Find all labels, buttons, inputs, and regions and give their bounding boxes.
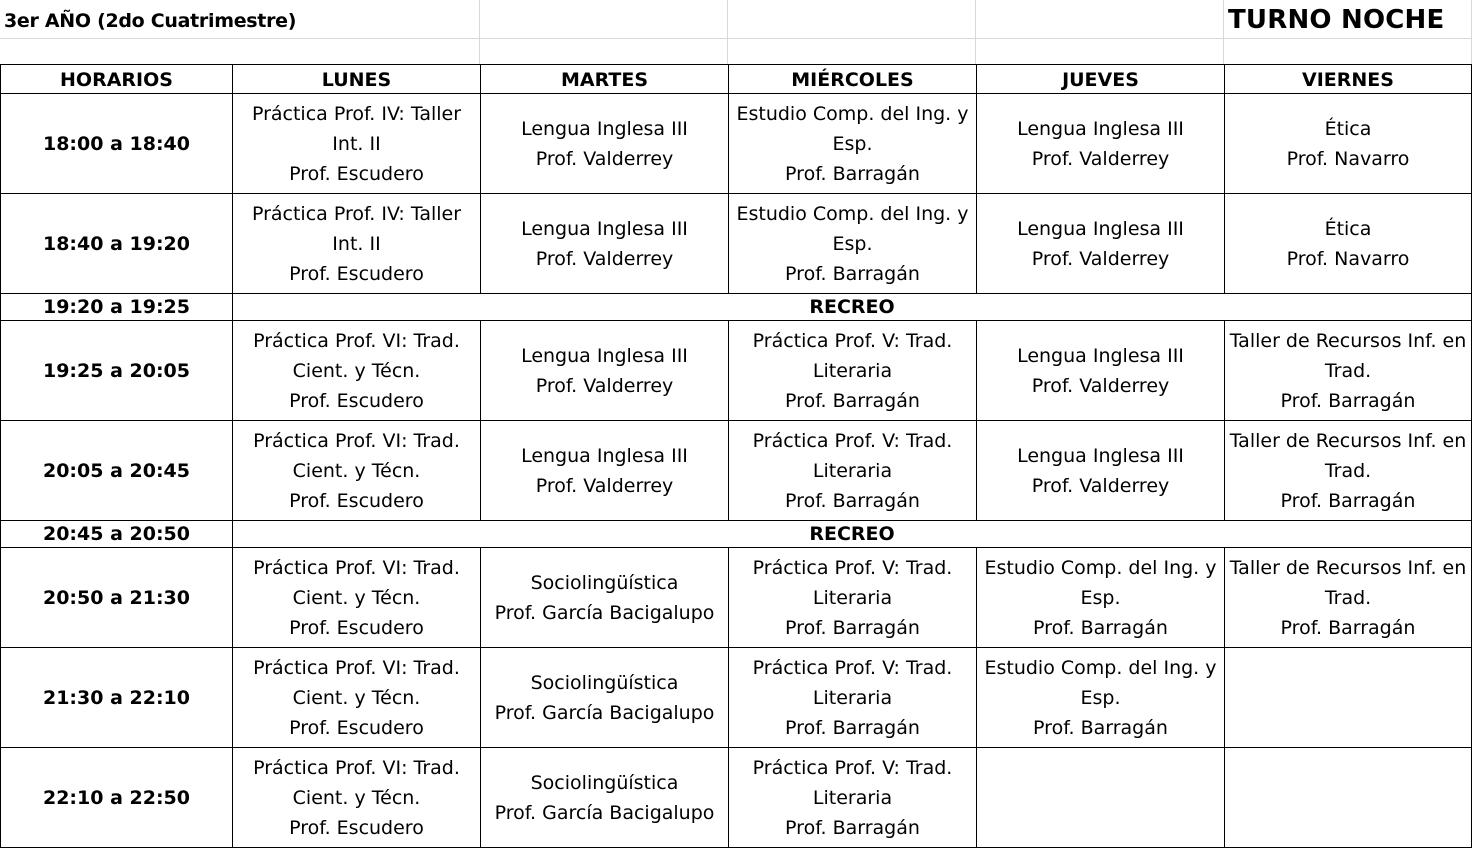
column-header-martes[interactable]: MARTES	[481, 65, 729, 94]
class-cell-line: Prof. Barragán	[785, 389, 920, 412]
class-cell-viernes[interactable]	[1225, 548, 1472, 648]
class-cell-line: Prof. Barragán	[785, 616, 920, 639]
class-cell-line: Literaria	[812, 459, 893, 482]
class-cell-miércoles[interactable]	[729, 421, 977, 521]
class-cell-line: Sociolingüística	[530, 571, 679, 594]
break-row	[1, 294, 1472, 321]
class-cell-line: Literaria	[812, 359, 893, 382]
class-cell-line: Prof. Valderrey	[535, 474, 674, 497]
class-cell-line: Estudio Comp. del Ing. y	[736, 202, 969, 225]
time-slot-row	[1, 94, 1472, 194]
class-cell-line: Cient. y Técn.	[292, 586, 421, 609]
class-cell-line: Prof. García Bacigalupo	[494, 601, 715, 624]
class-cell-line: Práctica Prof. VI: Trad.	[253, 329, 460, 352]
class-cell-line: Lengua Inglesa III	[1017, 117, 1184, 140]
class-cell-line: Práctica Prof. IV: Taller	[251, 102, 462, 125]
class-cell-jueves[interactable]	[977, 421, 1225, 521]
class-cell-martes[interactable]	[481, 94, 729, 194]
break-row	[1, 521, 1472, 548]
class-cell-line: Esp.	[832, 132, 873, 155]
shift-title[interactable]: TURNO NOCHE	[1228, 5, 1445, 35]
class-cell-jueves[interactable]	[977, 548, 1225, 648]
class-cell-line: Prof. Valderrey	[1031, 247, 1170, 270]
time-slot-row	[1, 321, 1472, 421]
time-cell[interactable]: 19:20 a 19:25	[1, 294, 233, 321]
class-cell-line: Lengua Inglesa III	[1017, 217, 1184, 240]
sheet-title[interactable]: 3er AÑO (2do Cuatrimestre)	[4, 10, 297, 32]
class-cell-line: Práctica Prof. VI: Trad.	[253, 756, 460, 779]
class-cell-line: Prof. Barragán	[1280, 389, 1416, 412]
class-cell-line: Prof. Escudero	[289, 262, 424, 285]
class-cell-viernes[interactable]	[1225, 648, 1472, 748]
class-cell-jueves[interactable]	[977, 194, 1225, 294]
class-cell-line: Lengua Inglesa III	[521, 217, 688, 240]
class-cell-line: Práctica Prof. V: Trad.	[752, 656, 953, 679]
class-cell-line: Prof. Valderrey	[1031, 474, 1170, 497]
time-cell[interactable]: 22:10 a 22:50	[1, 748, 233, 848]
class-cell-line: Prof. Navarro	[1286, 147, 1410, 170]
class-cell-miércoles[interactable]	[729, 94, 977, 194]
class-cell-line: Taller de Recursos Inf. en	[1229, 556, 1467, 579]
class-cell-line: Práctica Prof. V: Trad.	[752, 329, 953, 352]
column-header-horarios[interactable]: HORARIOS	[1, 65, 233, 94]
class-cell-line: Prof. Barragán	[785, 489, 920, 512]
class-cell-line: Cient. y Técn.	[292, 359, 421, 382]
class-cell-line: Lengua Inglesa III	[521, 344, 688, 367]
class-cell-line: Prof. Barragán	[1033, 616, 1168, 639]
class-cell-line: Cient. y Técn.	[292, 459, 421, 482]
time-cell[interactable]: 20:45 a 20:50	[1, 521, 233, 548]
class-cell-line: Literaria	[812, 686, 893, 709]
class-cell-line: Cient. y Técn.	[292, 686, 421, 709]
class-cell-miércoles[interactable]	[729, 748, 977, 848]
schedule-table	[0, 64, 1472, 848]
class-cell-line: Prof. Escudero	[289, 816, 424, 839]
class-cell-line: Prof. Valderrey	[535, 147, 674, 170]
class-cell-line: Prof. García Bacigalupo	[494, 801, 715, 824]
class-cell-line: Prof. Barragán	[785, 816, 920, 839]
class-cell-line: Taller de Recursos Inf. en	[1229, 429, 1467, 452]
time-cell[interactable]: 20:05 a 20:45	[1, 421, 233, 521]
class-cell-lunes[interactable]	[233, 321, 481, 421]
class-cell-line: Esp.	[1080, 686, 1121, 709]
class-cell-line: Lengua Inglesa III	[521, 117, 688, 140]
class-cell-line: Prof. Navarro	[1286, 247, 1410, 270]
class-cell-lunes[interactable]	[233, 648, 481, 748]
class-cell-martes[interactable]	[481, 648, 729, 748]
class-cell-line: Sociolingüística	[530, 771, 679, 794]
class-cell-line: Trad.	[1324, 359, 1372, 382]
time-cell[interactable]: 21:30 a 22:10	[1, 648, 233, 748]
class-cell-line: Prof. Barragán	[1280, 616, 1416, 639]
class-cell-lunes[interactable]	[233, 421, 481, 521]
class-cell-lunes[interactable]	[233, 94, 481, 194]
class-cell-viernes[interactable]	[1225, 748, 1472, 848]
class-cell-line: Prof. Escudero	[289, 489, 424, 512]
class-cell-jueves[interactable]	[977, 321, 1225, 421]
class-cell-viernes[interactable]	[1225, 421, 1472, 521]
column-header-jueves[interactable]: JUEVES	[977, 65, 1225, 94]
class-cell-line: Estudio Comp. del Ing. y	[984, 656, 1217, 679]
class-cell-viernes[interactable]	[1225, 321, 1472, 421]
class-cell-line: Esp.	[1080, 586, 1121, 609]
time-slot-row	[1, 421, 1472, 521]
class-cell-miércoles[interactable]	[729, 194, 977, 294]
class-cell-line: Literaria	[812, 786, 893, 809]
column-header-lunes[interactable]: LUNES	[233, 65, 481, 94]
class-cell-line: Prof. Barragán	[1280, 489, 1416, 512]
class-cell-line: Práctica Prof. VI: Trad.	[253, 656, 460, 679]
class-cell-line: Int. II	[332, 132, 381, 155]
class-cell-line: Prof. Barragán	[1033, 716, 1168, 739]
class-cell-line: Sociolingüística	[530, 671, 679, 694]
class-cell-line: Prof. Valderrey	[535, 247, 674, 270]
class-cell-line: Práctica Prof. IV: Taller	[251, 202, 462, 225]
class-cell-line: Prof. Valderrey	[1031, 374, 1170, 397]
class-cell-line: Int. II	[332, 232, 381, 255]
class-cell-line: Lengua Inglesa III	[521, 444, 688, 467]
class-cell-line: Ética	[1324, 217, 1372, 240]
class-cell-martes[interactable]	[481, 548, 729, 648]
class-cell-line: Práctica Prof. V: Trad.	[752, 756, 953, 779]
time-cell[interactable]: 20:50 a 21:30	[1, 548, 233, 648]
class-cell-lunes[interactable]	[233, 194, 481, 294]
class-cell-martes[interactable]	[481, 321, 729, 421]
class-cell-martes[interactable]	[481, 748, 729, 848]
class-cell-line: Trad.	[1324, 586, 1372, 609]
class-cell-jueves[interactable]	[977, 748, 1225, 848]
class-cell-line: Práctica Prof. V: Trad.	[752, 556, 953, 579]
class-cell-line: Prof. Escudero	[289, 389, 424, 412]
class-cell-line: Prof. Barragán	[785, 262, 920, 285]
class-cell-line: Literaria	[812, 586, 893, 609]
class-cell-miércoles[interactable]	[729, 648, 977, 748]
recreo-cell[interactable]: RECREO	[233, 294, 1472, 321]
class-cell-jueves[interactable]	[977, 648, 1225, 748]
class-cell-line: Prof. García Bacigalupo	[494, 701, 715, 724]
class-cell-line: Prof. Escudero	[289, 716, 424, 739]
class-cell-line: Estudio Comp. del Ing. y	[736, 102, 969, 125]
class-cell-line: Taller de Recursos Inf. en	[1229, 329, 1467, 352]
class-cell-line: Práctica Prof. VI: Trad.	[253, 429, 460, 452]
class-cell-miércoles[interactable]	[729, 548, 977, 648]
class-cell-line: Prof. Valderrey	[1031, 147, 1170, 170]
class-cell-viernes[interactable]	[1225, 94, 1472, 194]
class-cell-line: Prof. Escudero	[289, 162, 424, 185]
class-cell-line: Esp.	[832, 232, 873, 255]
time-slot-row	[1, 748, 1472, 848]
column-header-miércoles[interactable]: MIÉRCOLES	[729, 65, 977, 94]
class-cell-martes[interactable]	[481, 421, 729, 521]
class-cell-line: Prof. Barragán	[785, 716, 920, 739]
class-cell-line: Práctica Prof. VI: Trad.	[253, 556, 460, 579]
class-cell-lunes[interactable]	[233, 548, 481, 648]
time-slot-row	[1, 194, 1472, 294]
class-cell-line: Lengua Inglesa III	[1017, 344, 1184, 367]
time-slot-row	[1, 548, 1472, 648]
sheet-header-area	[0, 0, 1472, 64]
time-cell[interactable]: 18:40 a 19:20	[1, 194, 233, 294]
class-cell-lunes[interactable]	[233, 748, 481, 848]
class-cell-jueves[interactable]	[977, 94, 1225, 194]
time-cell[interactable]: 18:00 a 18:40	[1, 94, 233, 194]
time-slot-row	[1, 648, 1472, 748]
class-cell-miércoles[interactable]	[729, 321, 977, 421]
class-cell-line: Prof. Escudero	[289, 616, 424, 639]
class-cell-line: Estudio Comp. del Ing. y	[984, 556, 1217, 579]
class-cell-viernes[interactable]	[1225, 194, 1472, 294]
class-cell-line: Cient. y Técn.	[292, 786, 421, 809]
class-cell-line: Lengua Inglesa III	[1017, 444, 1184, 467]
class-cell-line: Prof. Valderrey	[535, 374, 674, 397]
time-cell[interactable]: 19:25 a 20:05	[1, 321, 233, 421]
class-cell-line: Prof. Barragán	[785, 162, 920, 185]
column-header-viernes[interactable]: VIERNES	[1225, 65, 1472, 94]
class-cell-line: Ética	[1324, 117, 1372, 140]
class-cell-martes[interactable]	[481, 194, 729, 294]
recreo-cell[interactable]: RECREO	[233, 521, 1472, 548]
class-cell-line: Trad.	[1324, 459, 1372, 482]
class-cell-line: Práctica Prof. V: Trad.	[752, 429, 953, 452]
